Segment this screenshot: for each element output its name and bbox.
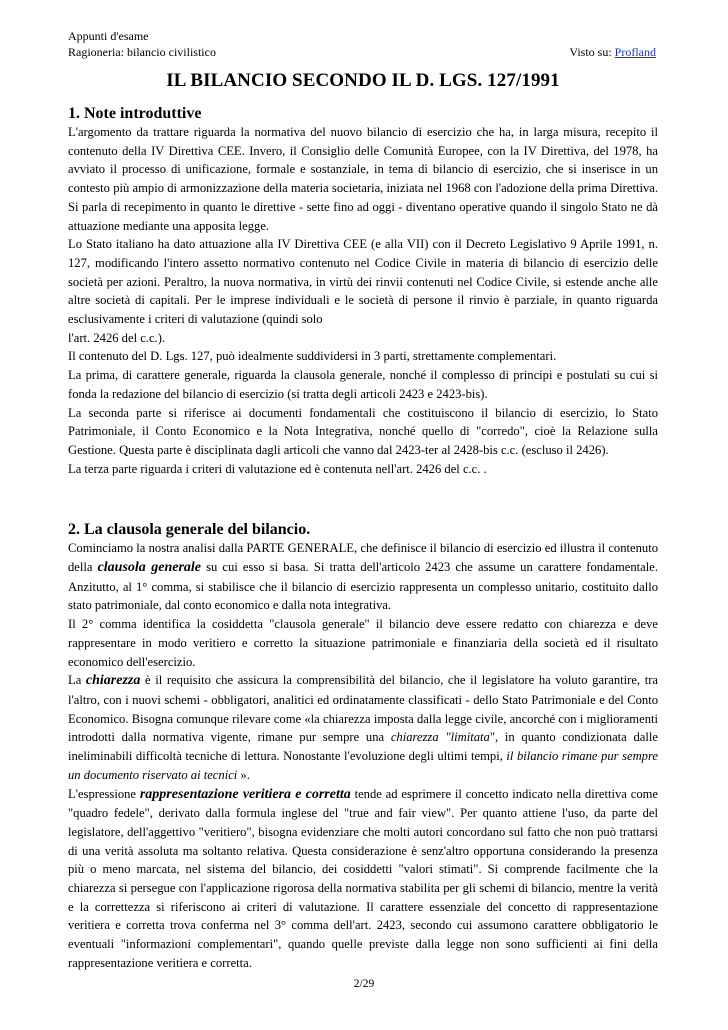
section-1-paragraph-2: Lo Stato italiano ha dato attuazione alla IV Direttiva CEE (e alla VII) con il Decreto Legislativo 9 Aprile 1991, n. 127, modificando l'intero assetto normativo contenuto nel Codice Civile in materia di bilancio di esercizio delle società per azioni. Peraltro, la nuova normativa, in virtù dei rinvii contenuti nel Codice Civile, si estende anche alle altre società di capitali. Per le imprese individuali e le società di persone il rinvio è parziale, in quanto riguarda esclusivamente i criteri di valutazione (quindi solo bbox=[68, 237, 658, 327]
header-line-2: Ragioneria: bilancio civilistico bbox=[68, 45, 216, 59]
s2p4-text-a: L'espressione bbox=[68, 786, 140, 801]
s2p3-emphasis: chiarezza bbox=[85, 673, 141, 689]
page-header bbox=[68, 28, 658, 60]
s2p3-italic-1: chiarezza "limitata bbox=[390, 730, 490, 745]
s2p3-italic-2: il bilancio rimane pur sempre un documento riservato ai tecnici bbox=[68, 749, 659, 782]
header-line-2-row bbox=[68, 44, 658, 60]
section-1-heading: 1. Note introduttive bbox=[68, 105, 202, 122]
section-2-paragraph-4 bbox=[68, 785, 658, 973]
s2p1-emphasis: clausola generale bbox=[97, 560, 202, 576]
profland-link[interactable]: Profland bbox=[614, 45, 656, 59]
section-1-paragraph-7: La terza parte riguarda i criteri di valutazione ed è contenuta nell'art. 2426 del c.c. . bbox=[68, 461, 487, 476]
section-2-heading: 2. La clausola generale del bilancio. bbox=[68, 521, 311, 539]
section-1-paragraph-5: La prima, di carattere generale, riguarda la clausola generale, nonché il complesso di principi e postulati su cui si fonda la redazione del bilancio di esercizio (si tratta degli articoli 2423 e 2423-bis). bbox=[68, 368, 658, 401]
s2p4-text-c: tende ad esprimere il concetto indicato nella direttiva come "quadro fedele", derivato dalla formula inglese del "true and fair view". Per quanto attiene l'uso, da parte del legislatore, dell'aggettivo "veritiero", bisogna evidenziare che molti autori concordano sul fatto che non può trattarsi di una verità assoluta ma soltanto relativa. Questa considerazione è senz'altro opportuna considerando la presenza più o meno marcata, nel sistema del bilancio, dei cosiddetti "valori stimati". Si comprende facilmente che la chiarezza si persegue con l'applicazione rigorosa della normativa stabilita per gli schemi di bilancio, mentre la verità e la correttezza si riferiscono ai criteri di valutazione. Il carattere essenziale del concetto di rappresentazione veritiera e corretta trova conferma nel 3° comma dell'art. 2423, secondo cui assumono carattere obbligatorio le eventuali "informazioni complementari", quando quelle previste dalla legge non sono sufficienti ai fini della rappresentazione veritiera e corretta. bbox=[68, 786, 658, 970]
document-page bbox=[68, 28, 658, 973]
s2p3-text-e: ", in quanto condizionata dalle ineliminabili difficoltà tecniche di lettura. Nonostante l'evoluzione degli ultimi tempi, bbox=[68, 730, 658, 764]
s2p3-text-a: La bbox=[68, 673, 86, 688]
s2p4-emphasis: rappresentazione veritiera e corretta bbox=[139, 786, 351, 802]
visto-label: Visto su: bbox=[569, 45, 615, 59]
section-1-paragraph-3: l'art. 2426 del c.c.). bbox=[68, 330, 166, 345]
s2p1-text-c: su cui esso si basa. Si tratta dell'articolo 2423 che assume un carattere fondamentale. Anzitutto, al 1° comma, si stabilisce che il bilancio di esercizio rappresenta un complesso unitario, costituito dallo stato patrimoniale, dal conto economico e dalla nota integrativa. bbox=[68, 560, 658, 613]
section-1-paragraph-1: L'argomento da trattare riguarda la normativa del nuovo bilancio di esercizio che ha, in larga misura, recepito il contenuto della IV Direttiva CEE. Invero, il Consiglio delle Comunità Europee, con la IV Direttiva, del 1978, ha avviato il processo di unificazione, formale e sostanziale, in tema di bilancio di esercizio, che si inserisce in un contesto più ampio di armonizzazione della materia societaria, iniziata nel 1968 con l'adozione della prima Direttiva. Si parla di recepimento in quanto le direttive - sette fino ad oggi - diventano operative quando il singolo Stato ne dà attuazione mediante una apposita legge. bbox=[68, 125, 658, 233]
section-2-paragraph-3 bbox=[68, 671, 658, 784]
s2p3-text-g: ». bbox=[237, 767, 250, 782]
section-2-paragraph-1 bbox=[68, 539, 658, 615]
section-1-paragraph-4: Il contenuto del D. Lgs. 127, può idealmente suddividersi in 3 parti, strettamente complementari. bbox=[68, 349, 557, 364]
s2p1-text-a: Cominciamo la nostra analisi dalla PARTE GENERALE, che definisce il bilancio di esercizio ed illustra il contenuto della bbox=[68, 541, 658, 575]
document-title: IL BILANCIO SECONDO IL D. LGS. 127/1991 bbox=[166, 70, 560, 91]
header-source bbox=[569, 44, 658, 60]
section-1-paragraph-6: La seconda parte si riferisce ai documenti fondamentali che costituiscono il bilancio di esercizio, lo Stato Patrimoniale, il Conto Economico e la Nota Integrativa, nonché quello di "corredo", cioè la Relazione sulla Gestione. Questa parte è disciplinata dagli articoli che vanno dal 2423-ter al 2428-bis c.c. (escluso il 2426). bbox=[68, 405, 658, 457]
section-2-paragraph-2: Il 2° comma identifica la cosiddetta "clausola generale" il bilancio deve essere redatto con chiarezza e deve rappresentare in modo veritiero e corretto la situazione patrimoniale e finanziaria della società ed il risultato economico dell'esercizio. bbox=[68, 617, 658, 669]
s2p3-text-c: è il requisito che assicura la comprensibilità del bilancio, che il legislatore ha voluto garantire, tra l'altro, con i nuovi schemi - obbligatori, analitici ed ordinatamente classificati - dello Stato Patrimoniale e del Conto Economico. Bisogna comunque rilevare come «la chiarezza imposta dalla legge civile, ancorché con i miglioramenti introdotti dalla normativa vigente, rimane pur sempre una bbox=[68, 673, 658, 745]
page-number: 2/29 bbox=[353, 978, 375, 990]
header-line-1: Appunti d'esame bbox=[68, 29, 149, 43]
